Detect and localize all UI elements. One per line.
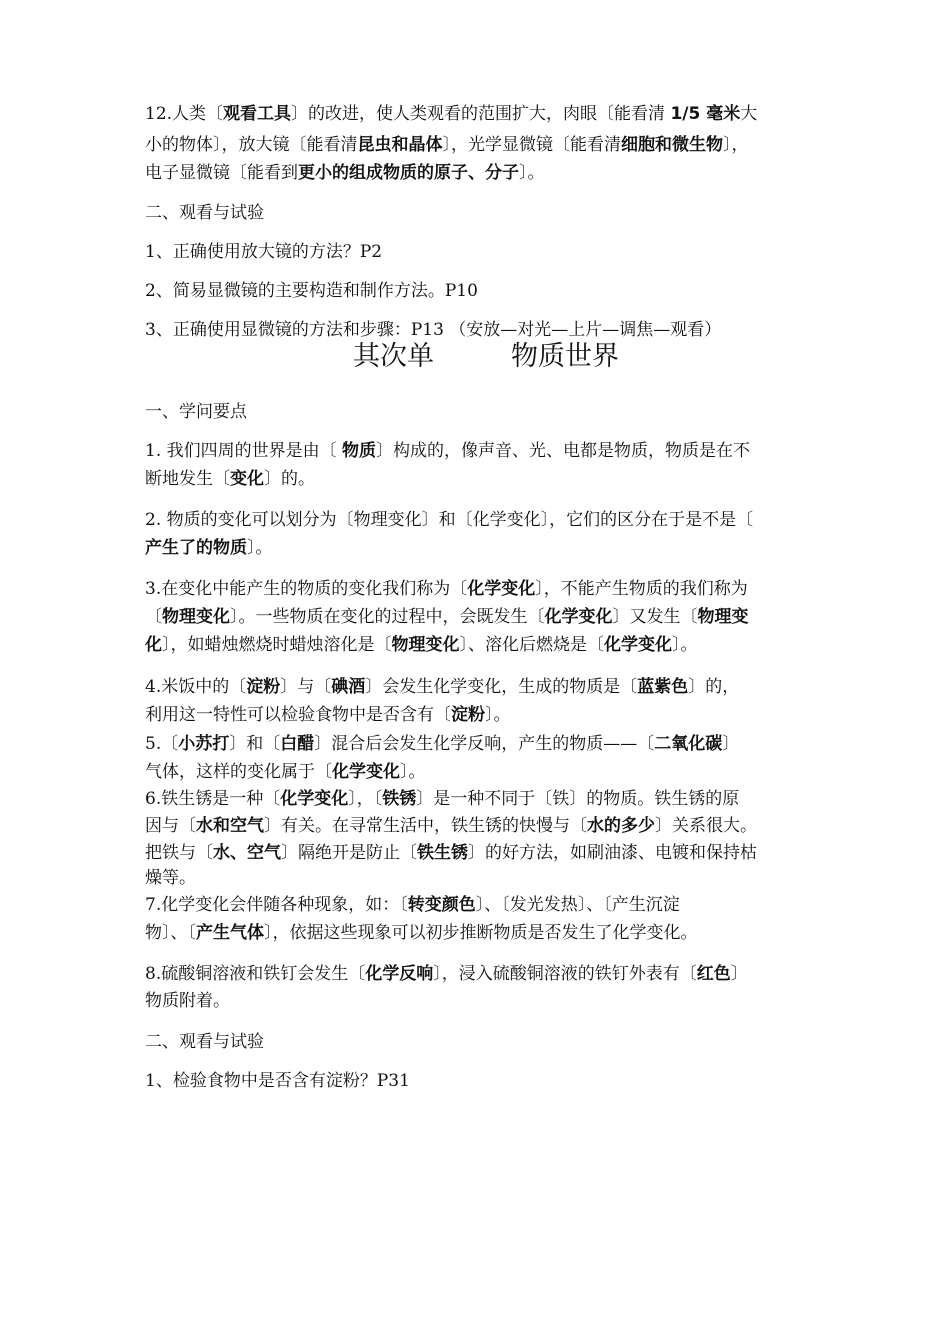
point-4-line-2: 利用这一特性可以检验食物中是否含有〔淀粉〕。: [145, 705, 511, 725]
item-12-line-3: 电子显微镜〔能看到更小的组成物质的原子、分子〕。: [145, 163, 545, 183]
point-5-line-1: 5.〔小苏打〕和〔白醋〕混合后会发生化学反响，产生的物质——〔二氧化碳〕: [145, 734, 740, 754]
point-6-line-3: 把铁与〔水、空气〕隔绝开是防止〔铁生锈〕的好方法，如刷油漆、电镀和保持枯: [145, 843, 757, 863]
point-7-line-2: 物〕、〔产生气体〕，依据这些现象可以初步推断物质是否发生了化学变化。: [145, 923, 698, 943]
point-1-line-2: 断地发生〔变化〕的。: [145, 469, 315, 489]
point-2-line-2: 产生了的物质〕。: [145, 538, 273, 558]
point-1-line-1: 1. 我们四周的世界是由〔 物质〕构成的，像声音、光、电都是物质，物质是在不: [145, 441, 751, 461]
unit-title-name: 物质世界: [511, 341, 619, 372]
point-8-line-2: 物质附着。: [145, 991, 230, 1011]
point-8-line-1: 8.硫酸铜溶液和铁钉会发生〔化学反响〕，浸入硫酸铜溶液的铁钉外表有〔红色〕: [145, 964, 748, 984]
experiment-item-3: 3、正确使用显微镜的方法和步骤：P13 （安放—对光—上片—调焦—观看）: [145, 320, 722, 340]
item-12-line-2: 小的物体〕，放大镜〔能看清昆虫和晶体〕，光学显微镜〔能看清细胞和微生物〕，: [145, 135, 749, 155]
point-3-line-2: 〔物理变化〕。一些物质在变化的过程中，会既发生〔化学变化〕又发生〔物理变: [145, 607, 749, 627]
section-heading-observation-2: 二、观看与试验: [145, 1032, 264, 1052]
point-3-line-3: 化〕，如蜡烛燃烧时蜡烛溶化是〔物理变化〕、溶化后燃烧是〔化学变化〕。: [145, 635, 698, 655]
point-2-line-1: 2. 物质的变化可以划分为〔物理变化〕和〔化学变化〕，它们的区分在于是不是〔: [145, 510, 754, 530]
point-3-line-1: 3.在变化中能产生的物质的变化我们称为〔化学变化〕，不能产生物质的我们称为: [145, 579, 748, 599]
point-6-line-1: 6.铁生锈是一种〔化学变化〕，〔铁锈〕是一种不同于〔铁〕的物质。铁生锈的原: [145, 789, 740, 809]
point-7-line-1: 7.化学变化会伴随各种现象，如：〔转变颜色〕、〔发光发热〕、〔产生沉淀: [145, 895, 680, 915]
experiment-item-2: 2、简易显微镜的主要构造和制作方法。P10: [145, 281, 478, 301]
point-4-line-1: 4.米饭中的〔淀粉〕与〔碘酒〕会发生化学变化，生成的物质是〔蓝紫色〕的，: [145, 677, 740, 697]
experiment-item-starch: 1、检验食物中是否含有淀粉？P31: [145, 1071, 410, 1091]
unit-title-number: 其次单: [353, 341, 434, 372]
item-12-line-1: 12.人类〔观看工具〕的改进，使人类观看的范围扩大，肉眼〔能看清 1/5 毫米大: [145, 104, 758, 124]
point-6-line-2: 因与〔水和空气〕有关。在寻常生活中，铁生锈的快慢与〔水的多少〕关系很大。: [145, 816, 757, 836]
section-heading-observation-1: 二、观看与试验: [145, 203, 264, 223]
section-heading-knowledge: 一、学问要点: [145, 402, 247, 422]
experiment-item-1: 1、正确使用放大镜的方法？P2: [145, 242, 383, 262]
point-5-line-2: 气体，这样的变化属于〔化学变化〕。: [145, 762, 426, 782]
point-6-line-4: 燥等。: [145, 868, 196, 888]
